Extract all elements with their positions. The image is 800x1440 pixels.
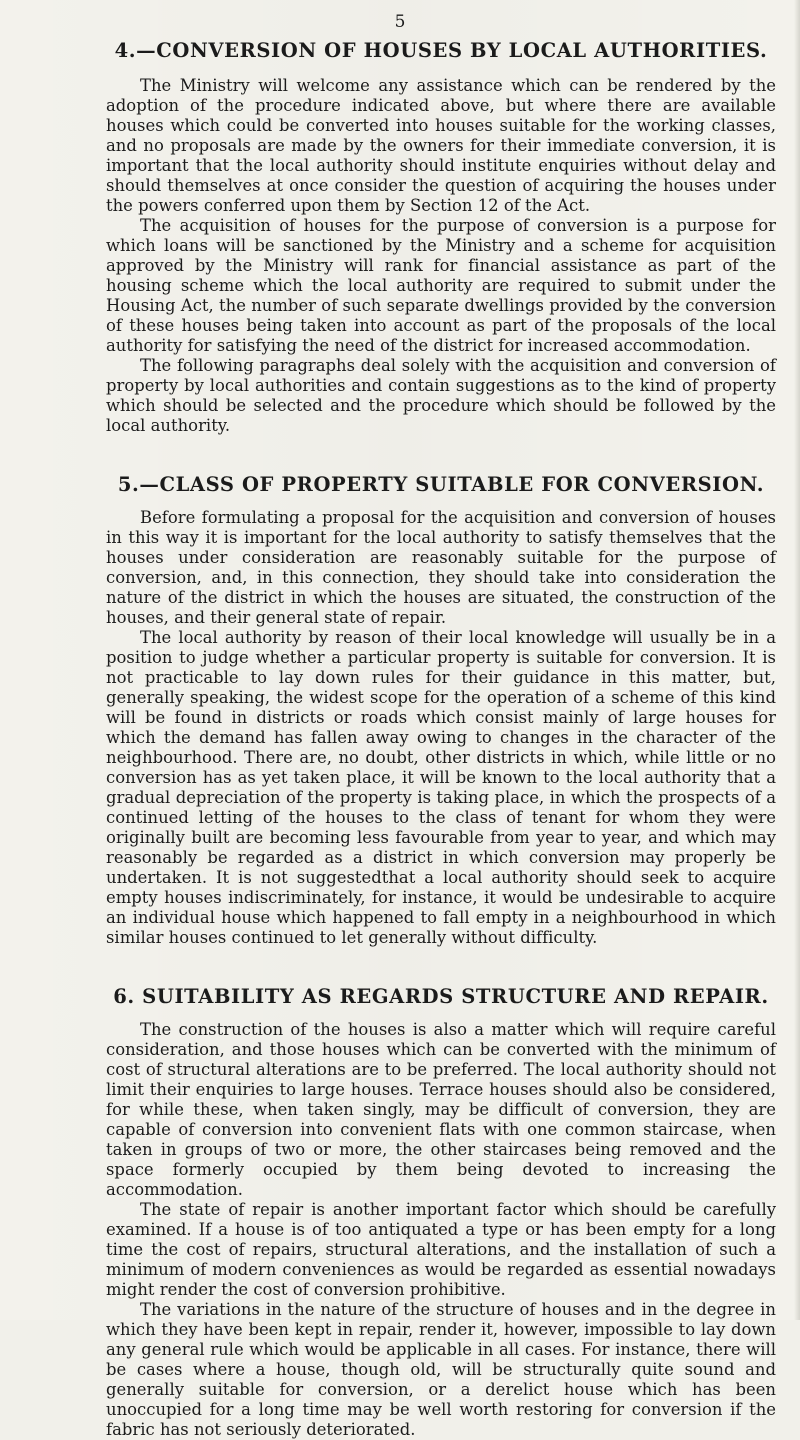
document-body	[106, 38, 776, 1440]
paragraph: Before formulating a proposal for the acquisition and conversion of houses in this way it is important for the local authority to satisfy themselves that the houses under consideration are reasonably suitable for the purpose of conversion, and, in this connection, they should take into consideration the nature of the district in which the houses are situated, the construction of the houses, and their general state of repair.	[106, 508, 776, 627]
paragraph: The local authority by reason of their local knowledge will usually be in a position to judge whether a particular property is suitable for conversion. It is not practicable to lay down rules for their guidance in this matter, but, generally speaking, the widest scope for the operation of a scheme of this kind will be found in districts or roads which consist mainly of large houses for which the demand has fallen away owing to changes in the character of the neighbourhood. There are, no doubt, other districts in which, while little or no conversion has as yet taken place, it will be known to the local authority that a gradual depreciation of the property is taking place, in which the prospects of a continued letting of the houses to the class of tenant for whom they were originally built are becoming less favourable from year to year, and which may reasonably be regarded as a district in which conversion may properly be undertaken. It is not suggestedthat a local authority should seek to acquire empty houses indiscriminately, for instance, it would be undesirable to acquire an individual house which happened to fall empty in a neighbourhood in which similar houses continued to let generally without difficulty.	[106, 628, 776, 947]
paragraph: The construction of the houses is also a matter which will require careful consideration, and those houses which can be converted with the minimum of cost of structural alterations are to be preferred. The local authority should not limit their enquiries to large houses. Terrace houses should also be considered, for while these, when taken singly, may be difficult of conversion, they are capable of conversion into convenient flats with one common staircase, when taken in groups of two or more, the other staircases being removed and the space formerly occupied by them being devoted to increasing the accommodation.	[106, 1020, 776, 1199]
paragraph: The variations in the nature of the structure of houses and in the degree in which they have been kept in repair, render it, however, impossible to lay down any general rule which would be applicable in all cases. For instance, there will be cases where a house, though old, will be structurally quite sound and generally suitable for conversion, or a derelict house which has been unoccupied for a long time may be well worth restoring for conversion if the fabric has not seriously deteriorated.	[106, 1300, 776, 1439]
paragraph: The acquisition of houses for the purpose of conversion is a purpose for which loans will be sanctioned by the Ministry and a scheme for acquisition approved by the Ministry will rank for financial assistance as part of the housing scheme which the local authority are required to submit under the Housing Act, the number of such separate dwellings provided by the conversion of these houses being taken into account as part of the proposals of the local authority for satisfying the need of the district for increased accommodation.	[106, 216, 776, 355]
paragraph: The following paragraphs deal solely with the acquisition and conversion of property by local authorities and contain suggestions as to the kind of property which should be selected and the procedure which should be followed by the local authority.	[106, 356, 776, 435]
page-edge	[794, 0, 800, 1320]
section-heading: 5.—CLASS OF PROPERTY SUITABLE FOR CONVERSION.	[117, 473, 765, 496]
section-heading: 6. SUITABILITY AS REGARDS STRUCTURE AND REPAIR.	[113, 985, 769, 1008]
paragraph: The state of repair is another important factor which should be carefully examined. If a house is of too antiquated a type or has been empty for a long time the cost of repairs, structural alterations, and the installation of such a minimum of modern conveniences as would be regarded as essential nowadays might render the cost of conversion prohibitive.	[106, 1200, 776, 1299]
section-class-of-property	[106, 472, 776, 948]
page-number: 5	[394, 12, 406, 32]
section-structure-and-repair	[106, 984, 776, 1440]
paragraph: The Ministry will welcome any assistance which can be rendered by the adoption of the procedure indicated above, but where there are available houses which could be converted into houses suitable for the working classes, and no proposals are made by the owners for their immediate conversion, it is important that the local authority should institute enquiries without delay and should themselves at once consider the question of acquiring the houses under the powers conferred upon them by Section 12 of the Act.	[106, 76, 776, 215]
section-heading: 4.—CONVERSION OF HOUSES BY LOCAL AUTHORITIES.	[114, 39, 768, 62]
section-conversion-by-local-authorities	[106, 38, 776, 436]
